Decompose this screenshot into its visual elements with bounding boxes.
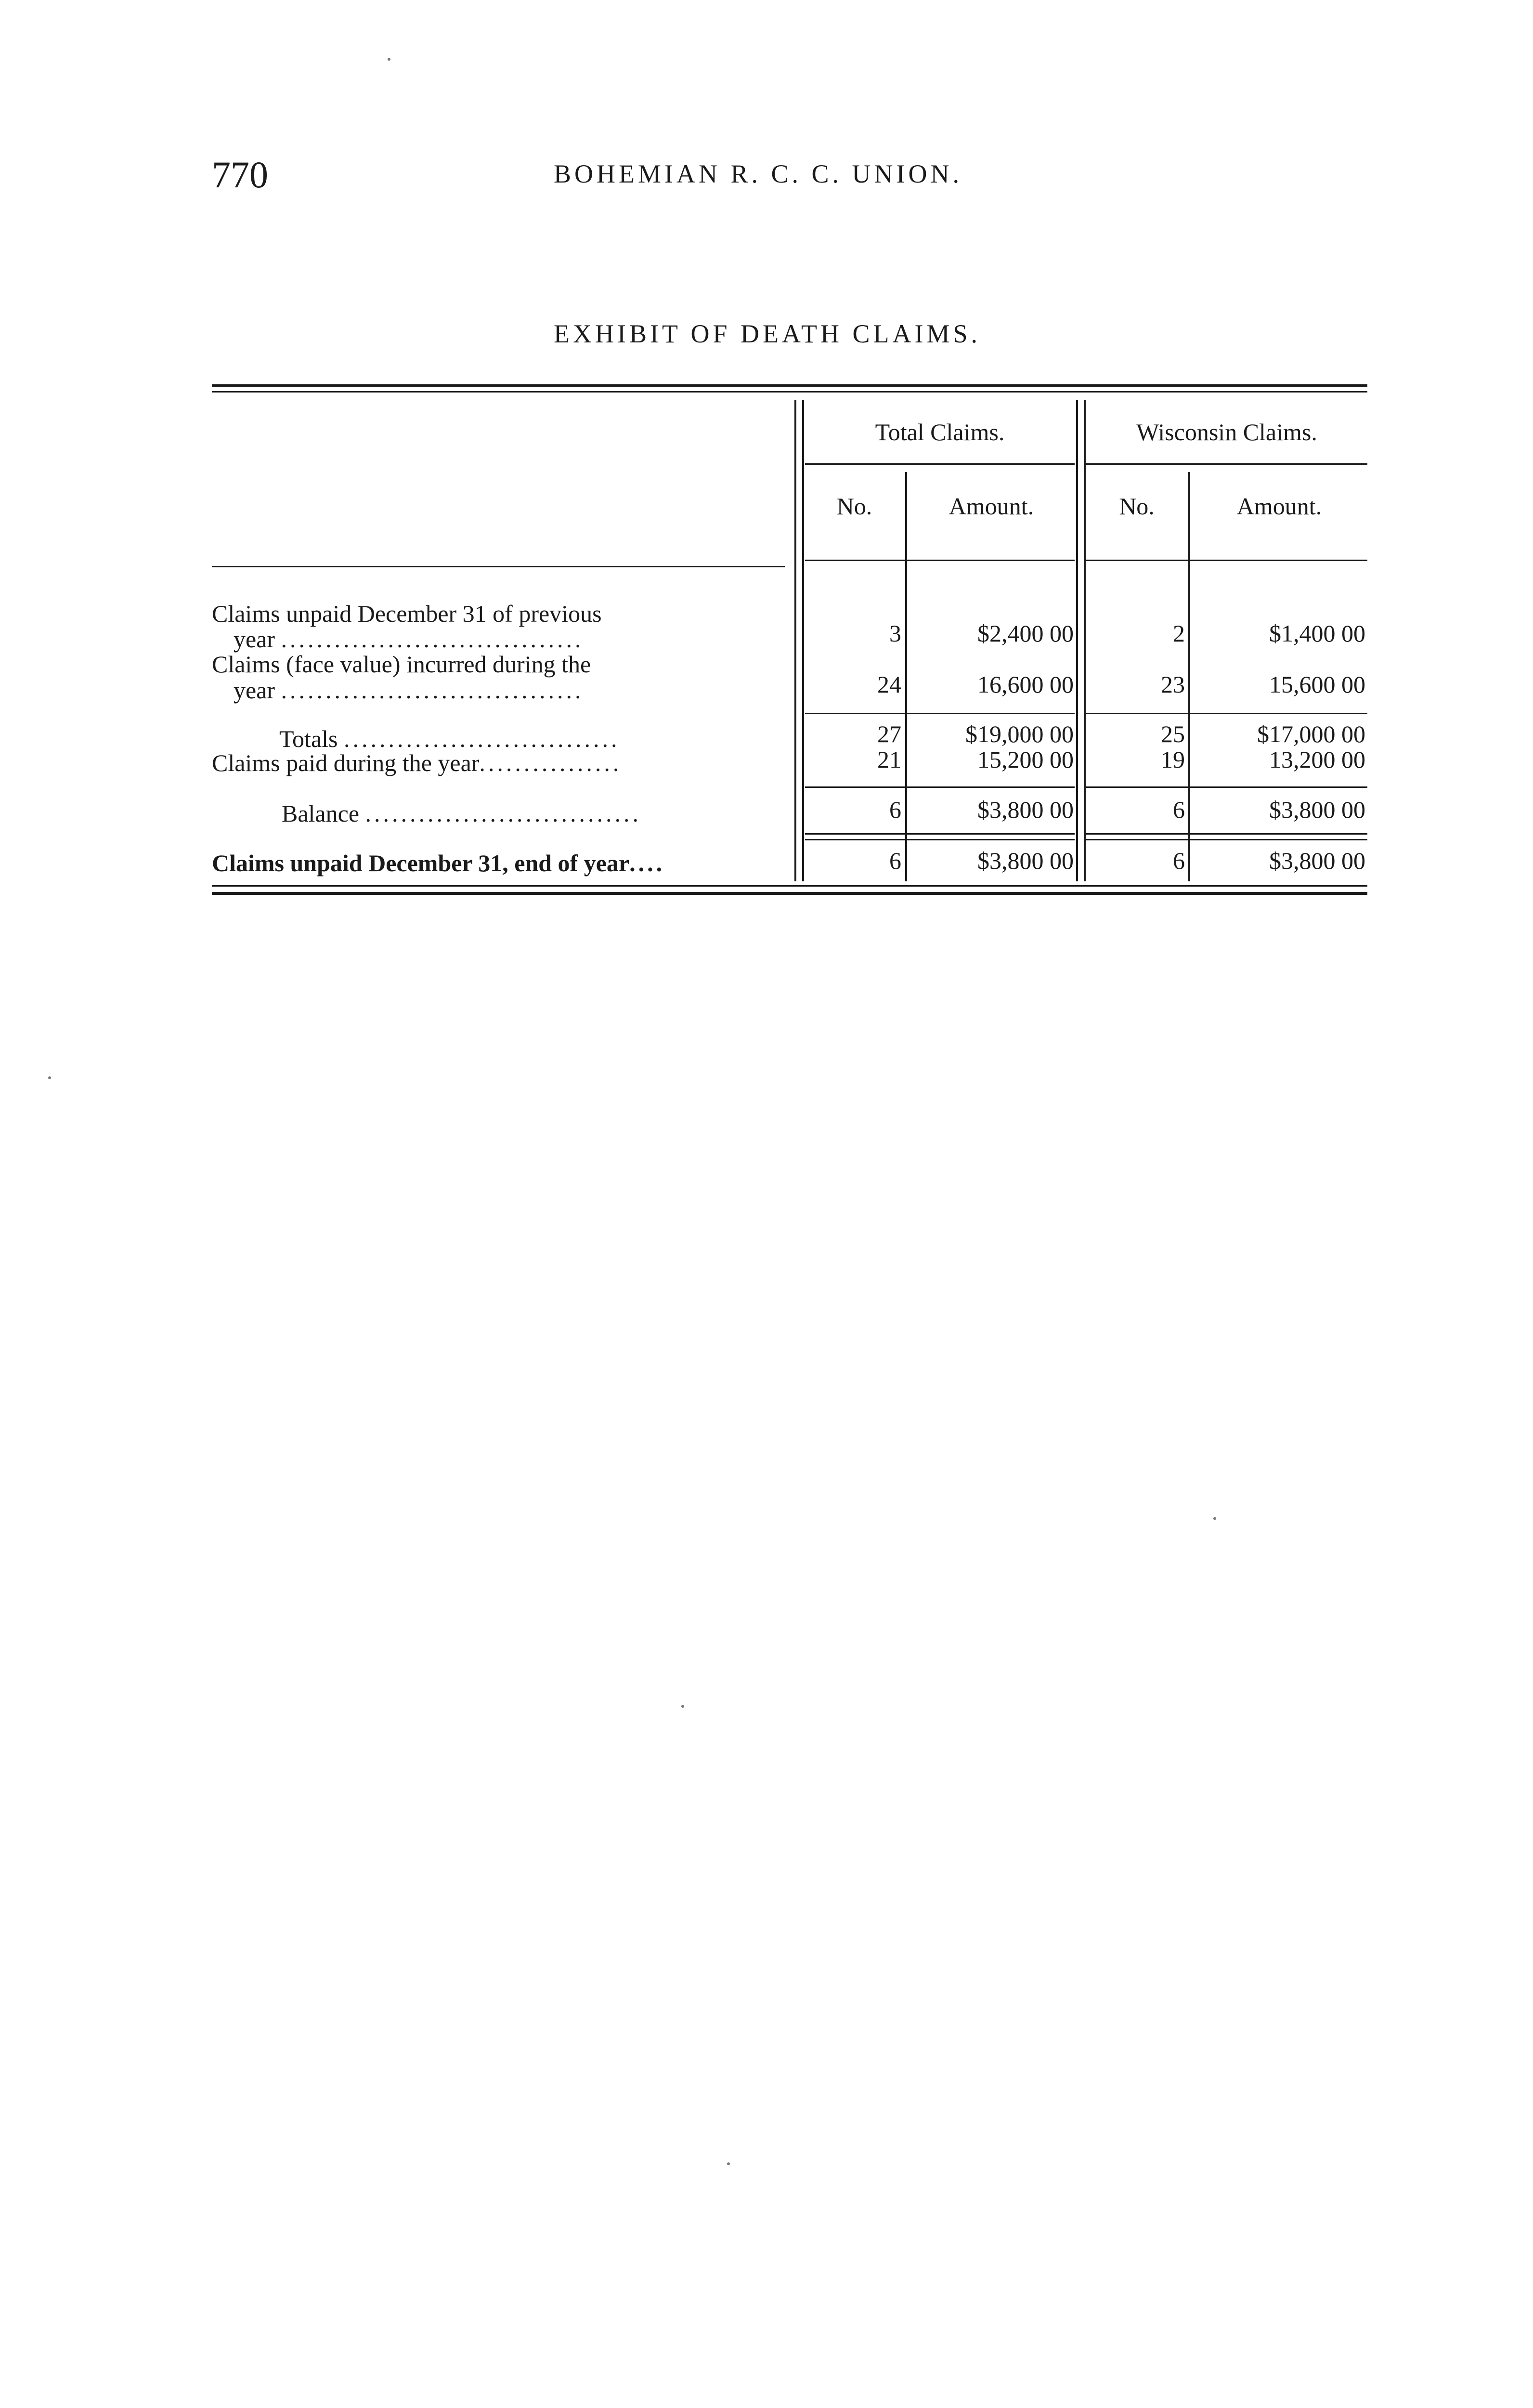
group-header-wisconsin-claims: Wisconsin Claims. [1136, 419, 1317, 445]
group-header-rule-total [805, 463, 1075, 465]
row-label: Claims unpaid December 31 of previous [212, 600, 602, 627]
group-divider-left [1076, 400, 1078, 881]
cell-total-amount: $19,000 00 [965, 720, 1074, 747]
table-bottom-rule [212, 885, 1367, 887]
table-top-rule-inner [212, 391, 1367, 393]
group-divider-right [1084, 400, 1086, 881]
scan-speck [727, 2162, 730, 2165]
cell-total-amount: 15,200 00 [977, 746, 1074, 773]
leader-dots: ............................... [343, 725, 620, 752]
group-header-total-claims: Total Claims. [875, 419, 1005, 445]
leader-dots: .................................. [281, 677, 584, 704]
cell-wisconsin-no: 25 [1161, 720, 1185, 747]
cell-total-no: 21 [877, 746, 901, 773]
cell-total-no: 3 [889, 620, 901, 647]
cell-wisconsin-no: 19 [1161, 746, 1185, 773]
page-number: 770 [212, 154, 268, 196]
col-divider-no-amount-total [905, 472, 907, 881]
cell-total-amount: $2,400 00 [977, 620, 1074, 647]
cell-wisconsin-no: 6 [1173, 847, 1185, 874]
final-rule-wisconsin-2 [1086, 839, 1367, 840]
cell-wisconsin-amount: $3,800 00 [1269, 847, 1365, 874]
running-head: BOHEMIAN R. C. C. UNION. [554, 159, 963, 188]
stub-divider-right [802, 400, 804, 881]
row-label-line2: year [234, 626, 275, 653]
scan-speck [1213, 1517, 1216, 1520]
col-header-rule-wisconsin [1086, 560, 1367, 561]
cell-wisconsin-amount: $3,800 00 [1269, 796, 1365, 823]
leader-dots: ................ [479, 749, 622, 776]
cell-wisconsin-amount: 13,200 00 [1269, 746, 1365, 773]
row-label [212, 749, 622, 777]
row-label-continuation [234, 625, 584, 653]
final-rule-total-1 [805, 833, 1075, 835]
row-label: Claims (face value) incurred during the [212, 651, 591, 678]
row-label-text: Balance [282, 800, 360, 827]
cell-wisconsin-no: 23 [1161, 671, 1185, 698]
scan-speck [681, 1705, 684, 1708]
row-label-continuation [234, 676, 584, 704]
subtotal-rule-total [805, 713, 1075, 714]
balance-rule-wisconsin [1086, 786, 1367, 788]
col-header-total-no: No. [836, 493, 872, 520]
cell-total-no: 27 [877, 720, 901, 747]
exhibit-title: EXHIBIT OF DEATH CLAIMS. [554, 319, 981, 348]
cell-total-amount: 16,600 00 [977, 671, 1074, 698]
col-header-rule-total [805, 560, 1075, 561]
col-header-total-amount: Amount. [948, 493, 1034, 520]
row-label-line2: year [234, 677, 275, 704]
row-label [212, 849, 665, 877]
leader-dots: .................................. [281, 626, 584, 653]
leader-dots: ............................... [365, 800, 642, 827]
scan-speck [388, 58, 390, 61]
scan-speck [48, 1076, 51, 1079]
row-label [282, 799, 641, 827]
cell-total-amount: $3,800 00 [977, 796, 1074, 823]
balance-rule-total [805, 786, 1075, 788]
subtotal-rule-wisconsin [1086, 713, 1367, 714]
stub-divider-left [794, 400, 796, 881]
final-rule-total-2 [805, 839, 1075, 840]
leader-dots: .... [629, 850, 665, 877]
cell-wisconsin-amount: $17,000 00 [1257, 720, 1365, 747]
row-label-text: Totals [279, 725, 338, 752]
cell-total-amount: $3,800 00 [977, 847, 1074, 874]
cell-wisconsin-no: 6 [1173, 796, 1185, 823]
final-rule-wisconsin-1 [1086, 833, 1367, 835]
cell-wisconsin-no: 2 [1173, 620, 1185, 647]
row-label-text: Claims unpaid December 31, end of year [212, 850, 630, 877]
col-header-wisconsin-amount: Amount. [1236, 493, 1322, 520]
row-label-text: Claims paid during the year [212, 749, 480, 776]
cell-wisconsin-amount: 15,600 00 [1269, 671, 1365, 698]
table-bottom-rule-thick [212, 892, 1367, 895]
cell-wisconsin-amount: $1,400 00 [1269, 620, 1365, 647]
death-claims-table [212, 380, 1367, 901]
group-header-rule-wisconsin [1086, 463, 1367, 465]
stub-header-rule [212, 566, 785, 567]
table-top-rule [212, 384, 1367, 387]
cell-total-no: 6 [889, 847, 901, 874]
col-divider-no-amount-wisconsin [1188, 472, 1190, 881]
col-header-wisconsin-no: No. [1119, 493, 1155, 520]
cell-total-no: 6 [889, 796, 901, 823]
cell-total-no: 24 [877, 671, 901, 698]
